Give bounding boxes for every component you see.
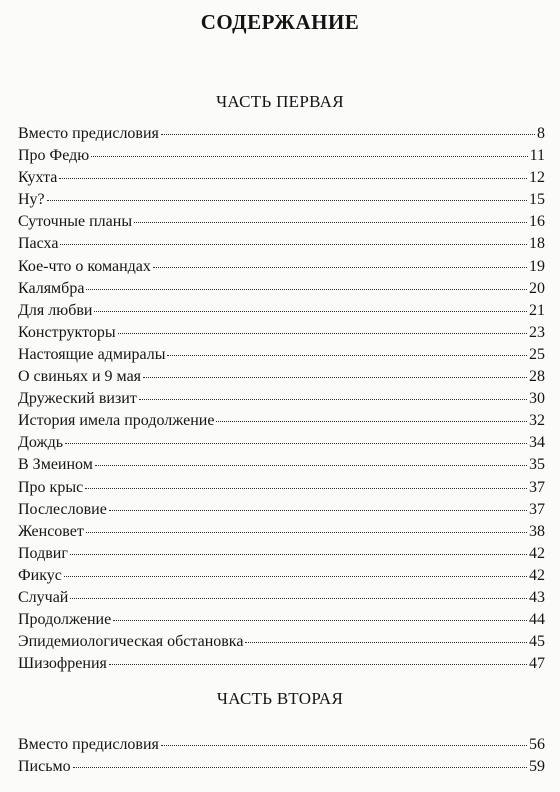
toc-entry[interactable] — [18, 388, 545, 410]
toc-entry-page-number: 43 — [529, 588, 545, 606]
toc-entry-title: Письмо — [18, 757, 71, 775]
toc-entry-page-number: 42 — [529, 566, 545, 584]
dot-leader — [65, 443, 527, 444]
toc-entry-page-number: 11 — [529, 147, 545, 165]
toc-entry-title: Фикус — [18, 566, 62, 584]
toc-entry-title: Калямбра — [18, 279, 85, 297]
toc-entry[interactable] — [18, 322, 545, 344]
dot-leader — [59, 178, 527, 179]
dot-leader — [245, 642, 527, 643]
dot-leader — [73, 767, 527, 768]
toc-entry-page-number: 18 — [529, 235, 545, 253]
dot-leader — [143, 377, 527, 378]
part-two-toc-list — [18, 734, 545, 777]
toc-entry-title: Пасха — [18, 235, 59, 253]
dot-leader — [134, 222, 527, 223]
dot-leader — [118, 333, 527, 334]
dot-leader — [47, 200, 527, 201]
dot-leader — [109, 510, 527, 511]
toc-entry-page-number: 12 — [529, 169, 545, 187]
dot-leader — [216, 421, 527, 422]
dot-leader — [167, 355, 527, 356]
toc-entry[interactable] — [18, 278, 545, 300]
toc-entry-title: Дружеский визит — [18, 390, 137, 408]
toc-entry[interactable] — [18, 233, 545, 255]
toc-entry[interactable] — [18, 366, 545, 388]
dot-leader — [60, 244, 527, 245]
toc-entry-page-number: 37 — [529, 500, 545, 518]
toc-entry[interactable] — [18, 543, 545, 565]
toc-entry-page-number: 38 — [529, 522, 545, 540]
toc-entry-page-number: 25 — [529, 345, 545, 363]
part-one-heading: ЧАСТЬ ПЕРВАЯ — [216, 92, 344, 111]
part-two-heading: ЧАСТЬ ВТОРАЯ — [216, 689, 344, 708]
toc-entry-page-number: 42 — [529, 544, 545, 562]
toc-entry-title: Про крыс — [18, 478, 84, 496]
toc-entry[interactable] — [18, 477, 545, 499]
toc-entry-title: В Змеином — [18, 456, 93, 474]
toc-entry-title: Эпидемиологическая обстановка — [18, 633, 244, 651]
dot-leader — [94, 311, 527, 312]
toc-entry-page-number: 45 — [529, 633, 545, 651]
toc-entry[interactable] — [18, 499, 545, 521]
toc-entry[interactable] — [18, 123, 545, 145]
toc-entry-page-number: 37 — [529, 478, 545, 496]
toc-entry[interactable] — [18, 300, 545, 322]
toc-entry[interactable] — [18, 189, 545, 211]
dot-leader — [95, 465, 527, 466]
part-one-toc-list — [18, 123, 545, 675]
toc-entry-title: Шизофрения — [18, 655, 107, 673]
toc-entry-title: Конструкторы — [18, 323, 116, 341]
toc-entry-page-number: 23 — [529, 323, 545, 341]
toc-entry-title: Вместо предисловия — [18, 125, 159, 142]
toc-entry-title: История имела продолжение — [18, 412, 215, 430]
toc-entry-title: Ну? — [18, 191, 45, 209]
toc-entry[interactable] — [18, 410, 545, 432]
toc-entry-title: Вместо предисловия — [18, 736, 159, 753]
toc-entry[interactable] — [18, 609, 545, 631]
toc-entry-title: Случай — [18, 588, 69, 606]
toc-entry-title: Про Федю — [18, 147, 90, 165]
dot-leader — [113, 620, 527, 621]
toc-entry[interactable] — [18, 432, 545, 454]
page-title: СОДЕРЖАНИЕ — [200, 10, 360, 34]
dot-leader — [161, 745, 527, 746]
toc-entry[interactable] — [18, 344, 545, 366]
toc-entry[interactable] — [18, 256, 545, 278]
toc-entry-title: Послесловие — [18, 500, 107, 518]
toc-entry-page-number: 21 — [529, 301, 545, 319]
toc-entry[interactable] — [18, 167, 545, 189]
toc-entry-page-number: 59 — [529, 757, 545, 775]
toc-entry-title: Суточные планы — [18, 213, 133, 231]
toc-entry-title: О свиньях и 9 мая — [18, 368, 142, 386]
toc-entry[interactable] — [18, 211, 545, 233]
toc-entry-title: Настоящие адмиралы — [18, 345, 166, 363]
dot-leader — [153, 267, 527, 268]
toc-entry-title: Женсовет — [18, 522, 84, 540]
toc-entry[interactable] — [18, 587, 545, 609]
toc-entry-page-number: 34 — [529, 434, 545, 452]
dot-leader — [109, 664, 527, 665]
toc-entry-page-number: 35 — [529, 456, 545, 474]
toc-entry-page-number: 44 — [529, 611, 545, 629]
toc-entry-page-number: 8 — [537, 125, 545, 142]
dot-leader — [91, 156, 527, 157]
toc-entry-title: Кухта — [18, 169, 58, 187]
toc-entry-title: Дождь — [18, 434, 64, 452]
dot-leader — [161, 134, 535, 135]
toc-entry[interactable] — [18, 565, 545, 587]
toc-entry-page-number: 16 — [529, 213, 545, 231]
toc-entry-page-number: 47 — [529, 655, 545, 673]
dot-leader — [70, 554, 527, 555]
toc-entry-page-number: 20 — [529, 279, 545, 297]
dot-leader — [85, 488, 527, 489]
toc-entry-page-number: 19 — [529, 257, 545, 275]
dot-leader — [86, 532, 527, 533]
toc-entry[interactable] — [18, 454, 545, 476]
toc-entry-page-number: 15 — [529, 191, 545, 209]
toc-entry-title: Для любви — [18, 301, 93, 319]
dot-leader — [86, 289, 527, 290]
toc-entry-title: Кое-что о командах — [18, 257, 151, 275]
dot-leader — [70, 598, 527, 599]
toc-entry[interactable] — [18, 521, 545, 543]
toc-entry[interactable] — [18, 756, 545, 778]
toc-entry[interactable] — [18, 631, 545, 653]
dot-leader — [64, 576, 527, 577]
toc-entry[interactable] — [18, 653, 545, 675]
toc-entry-title: Продолжение — [18, 611, 112, 629]
toc-entry-page-number: 30 — [529, 390, 545, 408]
toc-entry-page-number: 32 — [529, 412, 545, 430]
toc-entry-page-number: 56 — [529, 736, 545, 753]
toc-entry[interactable] — [18, 734, 545, 756]
toc-entry-page-number: 28 — [529, 368, 545, 386]
dot-leader — [139, 399, 527, 400]
toc-entry[interactable] — [18, 145, 545, 167]
toc-entry-title: Подвиг — [18, 544, 68, 562]
